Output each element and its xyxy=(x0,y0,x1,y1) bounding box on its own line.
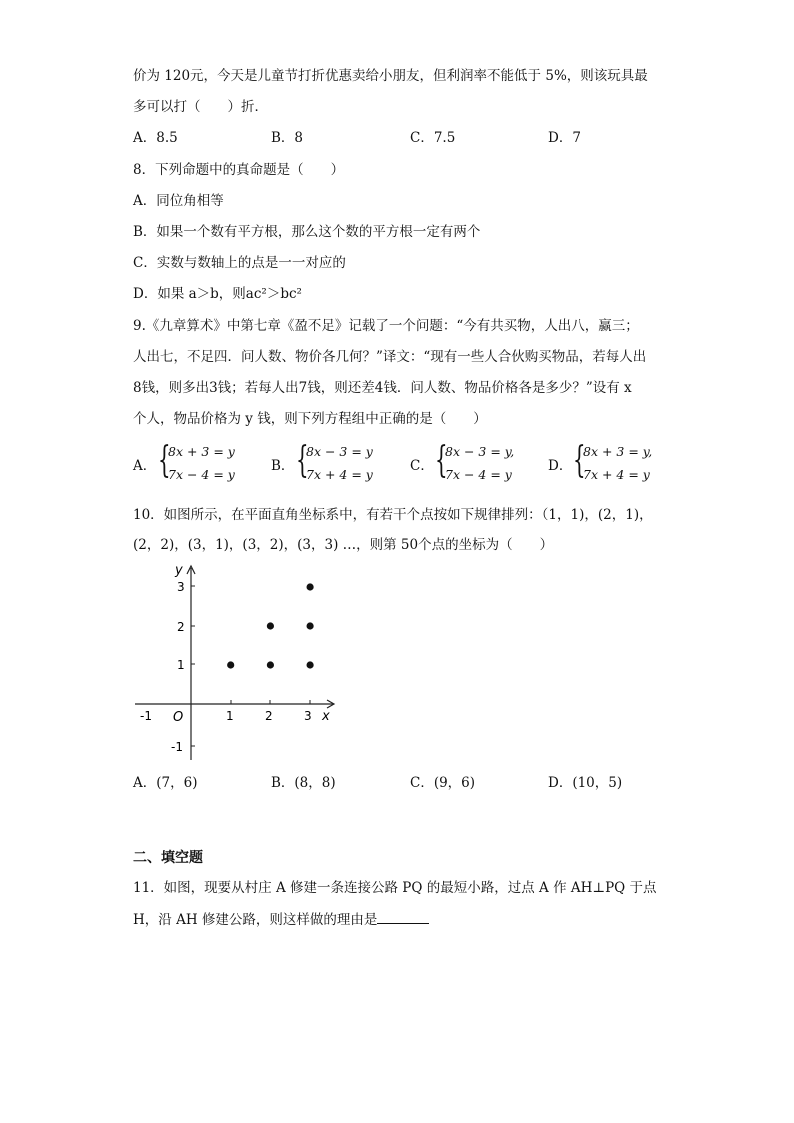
q9-option-c-label: C． xyxy=(410,458,434,474)
q9-option-c-eq2: 7x − 4 = y xyxy=(445,467,512,482)
q8-option-c: C．实数与数轴上的点是一一对应的 xyxy=(133,255,346,271)
graph-point-3-3 xyxy=(307,583,314,590)
q7-option-b: B．8 xyxy=(271,130,304,146)
q9-option-d-brace: { xyxy=(573,440,586,481)
q11-answer-blank[interactable] xyxy=(377,909,429,924)
q8-option-d: D．如果 a＞b，则ac²＞bc² xyxy=(133,286,302,302)
q9-line-2: 人出七，不足四．问人数、物价各几何？”译文：“现有一些人合伙购买物品，若每人出 xyxy=(133,349,647,365)
q7-line-2: 多可以打（ ）折． xyxy=(133,99,268,115)
q9-option-b-eq2: 7x + 4 = y xyxy=(306,467,373,482)
q11-line-1: 11．如图，现要从村庄 A 修建一条连接公路 PQ 的最短小路，过点 A 作 AH⊥PQ 于点 xyxy=(133,880,657,896)
q10-option-b: B．(8，8) xyxy=(271,775,336,791)
q7-option-a: A．8.5 xyxy=(133,130,178,146)
y-tick-label-1: 1 xyxy=(177,658,185,672)
y-axis-label: y xyxy=(175,563,183,578)
q10-option-a: A．(7，6) xyxy=(133,775,198,791)
q10-line-2: (2，2)，(3，1)，(3，2)，(3，3) …，则第 50个点的坐标为（ ） xyxy=(133,537,554,553)
graph-points xyxy=(227,583,314,668)
x-tick-label-neg1: -1 xyxy=(140,709,152,723)
x-axis-label: x xyxy=(322,709,330,724)
q10-option-c: C．(9，6) xyxy=(410,775,476,791)
q10-option-d: D．(10，5) xyxy=(548,775,623,791)
q10-coordinate-graph xyxy=(125,560,345,770)
q9-line-4: 个人，物品价格为 y 钱，则下列方程组中正确的是（ ） xyxy=(133,411,487,427)
q9-option-b-label: B． xyxy=(271,458,295,474)
q7-option-c: C．7.5 xyxy=(410,130,456,146)
q9-line-3: 8钱，则多出3钱；若每人出7钱，则还差4钱．问人数、物品价格各是多少？”设有 x xyxy=(133,380,632,396)
x-tick-label-3: 3 xyxy=(304,709,312,723)
q7-line-1: 价为 120元，今天是儿童节打折优惠卖给小朋友，但利润率不能低于 5%，则该玩具最 xyxy=(133,68,648,84)
q11-line-2-text: H，沿 AH 修建公路，则这样做的理由是 xyxy=(133,912,378,928)
graph-point-3-1 xyxy=(307,661,314,668)
q9-option-d-eq2: 7x + 4 = y xyxy=(583,467,650,482)
section-heading-fill-blank: 二、填空题 xyxy=(133,850,203,866)
q9-option-b-eq1: 8x − 3 = y xyxy=(306,444,373,459)
graph-point-2-2 xyxy=(267,622,274,629)
q9-option-a-eq2: 7x − 4 = y xyxy=(168,467,235,482)
q9-option-a-brace: { xyxy=(158,440,171,481)
q9-option-a-label: A． xyxy=(133,458,157,474)
q9-line-1: 9.《九章算术》中第七章《盈不足》记载了一个问题：“今有共买物，人出八，赢三； xyxy=(133,318,639,334)
q9-option-a-eq1: 8x + 3 = y xyxy=(168,444,235,459)
graph-point-1-1 xyxy=(227,661,234,668)
q9-option-d-label: D． xyxy=(548,458,573,474)
q8-option-b: B．如果一个数有平方根，那么这个数的平方根一定有两个 xyxy=(133,224,481,240)
q11-line-2 xyxy=(133,909,429,930)
q8-option-a: A．同位角相等 xyxy=(133,193,224,209)
q8-stem: 8．下列命题中的真命题是（ ） xyxy=(133,162,345,178)
x-tick-label-1: 1 xyxy=(226,709,234,723)
q10-line-1: 10．如图所示，在平面直角坐标系中，有若干个点按如下规律排列：（1，1)，(2，1)， xyxy=(133,507,653,523)
q9-option-d-eq1: 8x + 3 = y, xyxy=(583,444,653,459)
q9-option-b-brace: { xyxy=(296,440,309,481)
graph-point-3-2 xyxy=(307,622,314,629)
q9-option-c-eq1: 8x − 3 = y, xyxy=(445,444,515,459)
y-tick-label-neg1: -1 xyxy=(171,740,183,754)
q7-option-d: D．7 xyxy=(548,130,581,146)
x-tick-label-2: 2 xyxy=(265,709,273,723)
q9-option-c-brace: { xyxy=(435,440,448,481)
y-tick-label-3: 3 xyxy=(177,580,185,594)
y-tick-label-2: 2 xyxy=(177,620,185,634)
graph-point-2-1 xyxy=(267,661,274,668)
origin-label: O xyxy=(173,710,184,725)
